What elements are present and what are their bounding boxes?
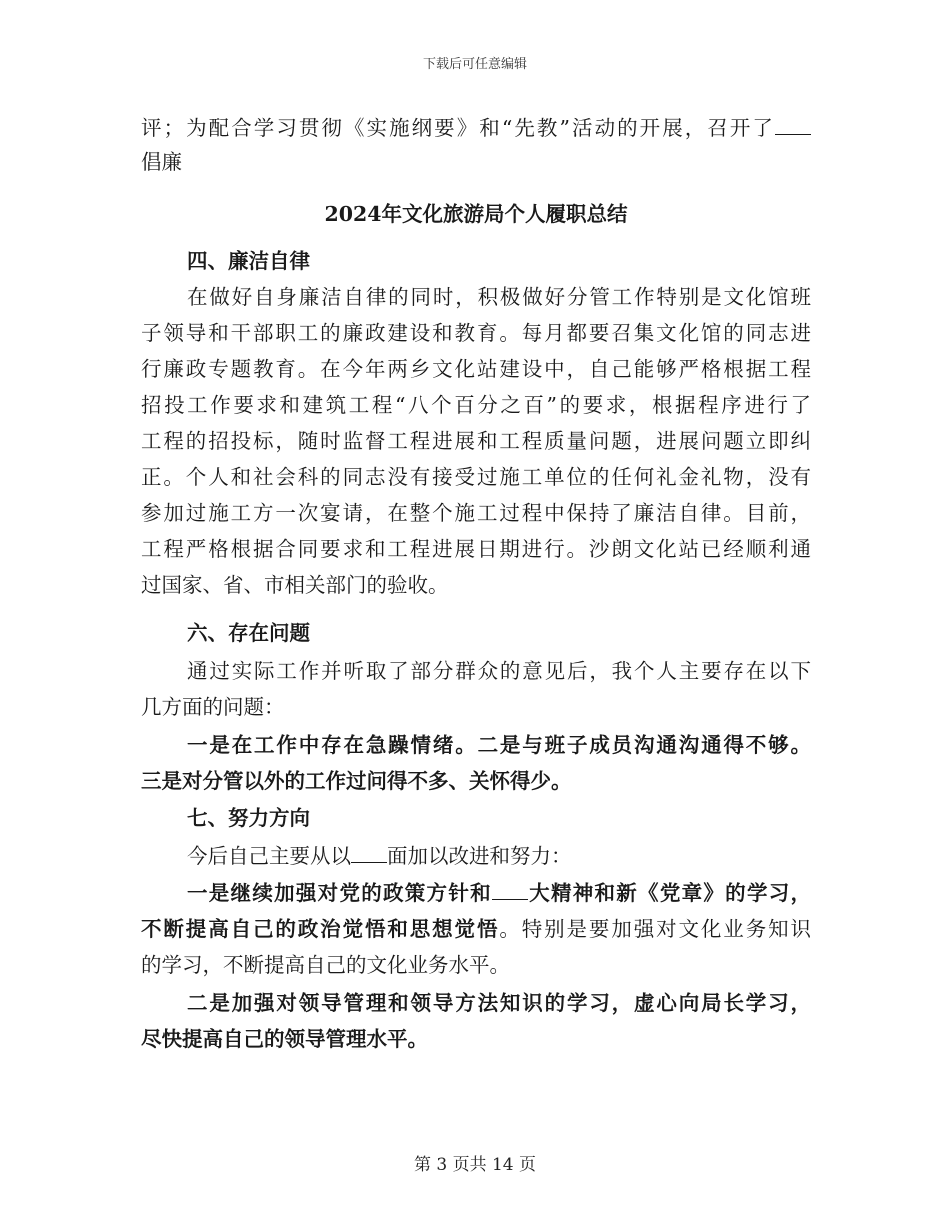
section4-heading: 四、廉洁自律: [187, 249, 310, 273]
section6-bold-line-1: 一是在工作中存在急躁情绪。二是与班子成员沟通沟通得不够。: [187, 733, 811, 757]
section4-line-9: 过国家、省、市相关部门的验收。: [141, 573, 449, 597]
fill-blank: [351, 844, 387, 863]
fragment-text: 评；为配合学习贯彻《实施纲要》和“先教”活动的开展，召开了: [141, 116, 775, 140]
section4-line-6: 正。个人和社会科的同志没有接受过施工单位的任何礼金礼物，没有: [141, 465, 811, 489]
section6-intro-line-1: 通过实际工作并听取了部分群众的意见后，我个人主要存在以下: [187, 659, 811, 683]
point1-normal-text: 。特别是要加强对文化业务知识: [499, 917, 811, 941]
section7-point2-line-2: 尽快提高自己的领导管理水平。: [141, 1027, 428, 1051]
section6-heading: 六、存在问题: [187, 621, 310, 645]
doc-title: 2024年文化旅游局个人履职总结: [324, 202, 628, 226]
fill-blank: [775, 116, 811, 135]
fragment-line-1: [141, 110, 811, 146]
section7-point1-line-3: 的学习，不断提高自己的文化业务水平。: [141, 953, 510, 977]
section7-point2-line-1: 二是加强对领导管理和领导方法知识的学习，虚心向局长学习，: [187, 991, 811, 1015]
section7-intro: [141, 838, 811, 874]
section4-line-4: 招投工作要求和建筑工程“八个百分之百”的要求，根据程序进行了: [141, 393, 811, 417]
page-footer: 第 3 页共 14 页: [413, 1155, 537, 1175]
section4-line-7: 参加过施工方一次宴请，在整个施工过程中保持了廉洁自律。目前，: [141, 501, 811, 525]
point1-text-a: 一是继续加强对党的政策方针和: [187, 881, 492, 905]
section4-line-3: 行廉政专题教育。在今年两乡文化站建设中，自己能够严格根据工程: [141, 357, 811, 381]
section4-line-1: 在做好自身廉洁自律的同时，积极做好分管工作特别是文化馆班: [187, 285, 811, 309]
point1-text-b: 大精神和新《党章》的学习，: [527, 881, 812, 905]
fragment-line-2: 倡廉: [141, 150, 182, 174]
section6-bold-line-2: 三是对分管以外的工作过问得不多、关怀得少。: [141, 769, 572, 793]
section4-line-2: 子领导和干部职工的廉政建设和教育。每月都要召集文化馆的同志进: [141, 321, 811, 345]
section4-line-5: 工程的招投标，随时监督工程进展和工程质量问题，进展问题立即纠: [141, 429, 811, 453]
header-note: 下载后可任意编辑: [422, 57, 527, 72]
section7-intro-text-a: 今后自己主要从以: [187, 844, 351, 868]
fill-blank: [492, 881, 528, 900]
section7-point1-line-2: [141, 911, 811, 947]
section7-point1-line-1: [141, 875, 811, 911]
section4-line-8: 工程严格根据合同要求和工程进展日期进行。沙朗文化站已经顺利通: [141, 537, 811, 561]
section7-intro-text-b: 面加以改进和努力：: [387, 844, 572, 868]
point1-bold-text: 不断提高自己的政治觉悟和思想觉悟: [141, 917, 500, 941]
section7-heading: 七、努力方向: [187, 806, 310, 830]
section6-intro-line-2: 几方面的问题：: [141, 695, 285, 719]
